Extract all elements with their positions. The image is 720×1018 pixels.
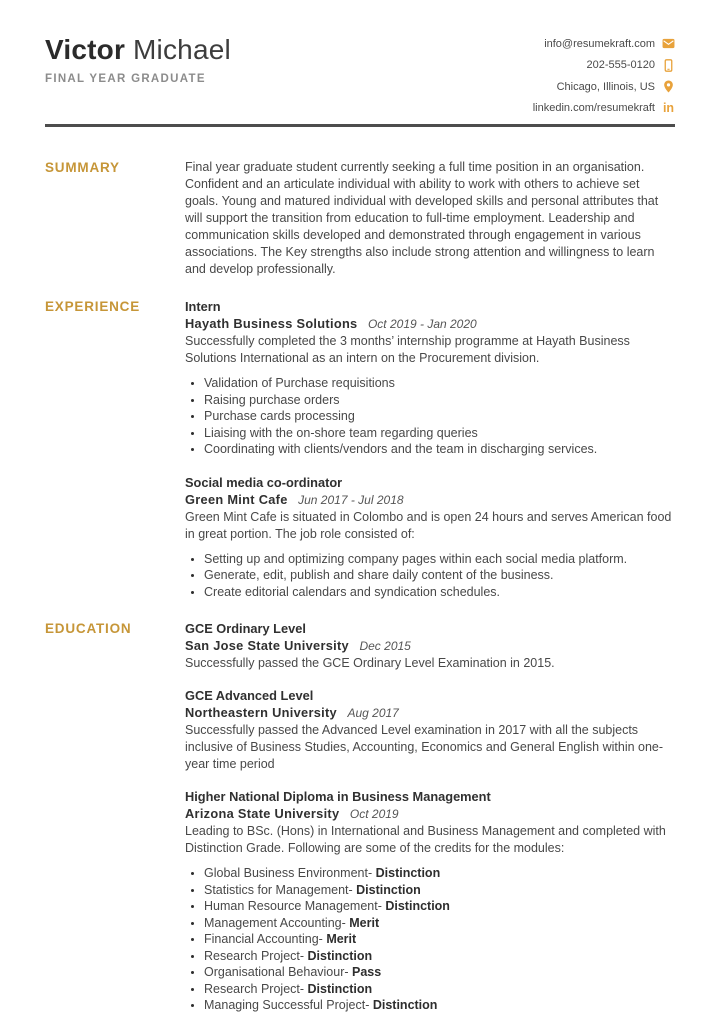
job-dates: Oct 2019 - Jan 2020 (367, 317, 477, 331)
module-name: Research Project- (204, 981, 305, 996)
module-grade: Pass (352, 965, 382, 979)
degree-dates: Dec 2015 (359, 639, 411, 653)
header-divider (45, 124, 675, 127)
module-name: Organisational Behaviour- (204, 965, 349, 979)
degree-description: Leading to BSc. (Hons) in International and Business Management and completed with Distinction Grade. Following are some of the credits for the modules: (185, 824, 666, 855)
experience-heading: EXPERIENCE (45, 299, 141, 314)
module-list (191, 865, 675, 1014)
section-summary (45, 159, 675, 278)
job-dates: Jun 2017 - Jul 2018 (298, 492, 404, 507)
job-bullet-list (191, 551, 675, 601)
degree-description: Successfully passed the Advanced Level examination in 2017 with all the subjects inclusive of Business Studies, Accounting, Economics and General English within one-year time period (185, 723, 664, 771)
module-grade: Distinction (307, 981, 373, 996)
linkedin-text: linkedin.com/resumekraft (532, 102, 655, 115)
bullet-item: • Validation of Purchase requisitions (204, 375, 675, 392)
phone-text: 202-555-0120 (586, 59, 655, 72)
degree-subline (185, 805, 675, 823)
bullet-item: • Setting up and optimizing company pages within each social media platform. (204, 551, 675, 568)
module-grade: Distinction (385, 899, 450, 913)
linkedin-icon: in (662, 100, 675, 115)
education-heading: EDUCATION (45, 621, 132, 636)
degree-entry (185, 687, 675, 773)
bullet-item: • Liaising with the on-shore team regarding queries (204, 425, 675, 442)
job-title: Social media co-ordinator (185, 474, 343, 490)
summary-text: Final year graduate student currently seeking a full time position in an organisation. Confident and an articulate individual with ability to work with others to achieve set goals. Young and matured individual with developed skills and personal attributes that will support the transition from education to full-time employment. Leadership and communication skills developed and demonstrated through engagement in various associations. The Key strengths also include strong attention and willingness to learn and develop professionally. (185, 160, 659, 276)
school-name: Arizona State University (185, 806, 340, 821)
bullet-item: • Raising purchase orders (204, 392, 675, 409)
module-grade: Distinction (375, 866, 441, 880)
phone-icon (662, 59, 675, 72)
degree-description: Successfully passed the GCE Ordinary Level Examination in 2015. (185, 656, 555, 670)
job-title: Intern (185, 299, 221, 314)
last-name: Michael (133, 34, 231, 65)
job-entry (185, 298, 675, 458)
location-text: Chicago, Illinois, US (556, 80, 655, 93)
contact-row-phone (586, 55, 675, 77)
job-subline (185, 315, 675, 333)
module-grade: Merit (326, 932, 357, 946)
company-name: Hayath Business Solutions (185, 316, 358, 331)
module-name: Financial Accounting- (204, 932, 323, 946)
contact-row-location (557, 76, 675, 98)
module-grade: Distinction (356, 882, 421, 897)
module-name: Managing Successful Project- (204, 998, 370, 1012)
identity-block (45, 30, 231, 124)
module-grade: Distinction (372, 998, 438, 1012)
contact-row-linkedin (533, 98, 675, 120)
degree-entry (185, 788, 675, 1014)
header (45, 30, 675, 124)
module-item (204, 931, 675, 948)
job-headline: FINAL YEAR GRADUATE (45, 73, 206, 85)
module-name: Management Accounting- (204, 915, 346, 930)
bullet-item: • Purchase cards processing (204, 408, 675, 425)
module-item (204, 948, 675, 965)
school-name: San Jose State University (185, 638, 349, 653)
module-name: Global Business Environment- (204, 866, 373, 880)
module-name: Human Resource Management- (204, 899, 382, 913)
module-name: Statistics for Management- (204, 882, 353, 897)
mail-icon (662, 37, 675, 50)
company-name: Green Mint Cafe (185, 491, 288, 507)
contact-row-email (544, 33, 675, 55)
section-experience (45, 298, 675, 600)
summary-heading: SUMMARY (45, 160, 120, 175)
job-description: Green Mint Cafe is situated in Colombo and is open 24 hours and serves American food in great portion. The job role consisted of: (185, 509, 672, 541)
job-entry (185, 474, 675, 601)
degree-title: GCE Advanced Level (185, 688, 314, 703)
module-item (204, 882, 675, 899)
degree-subline (185, 704, 675, 722)
module-grade: Merit (349, 915, 380, 930)
bullet-item: • Coordinating with clients/vendors and the team in discharging services. (204, 441, 675, 458)
degree-subline (185, 637, 675, 655)
module-item (204, 915, 675, 932)
degree-dates: Aug 2017 (347, 706, 399, 720)
section-education (45, 620, 675, 1014)
bullet-item: • Generate, edit, publish and share daily content of the business. (204, 567, 675, 584)
first-name: Victor (45, 34, 126, 65)
degree-entry (185, 620, 675, 672)
module-item (204, 898, 675, 915)
contact-list (533, 30, 675, 124)
job-description: Successfully completed the 3 months’ internship programme at Hayath Business Solutions International as an intern on the Procurement division. (185, 334, 630, 365)
bullet-item: • Create editorial calendars and syndication schedules. (204, 584, 675, 601)
module-item (204, 964, 675, 981)
module-item (204, 997, 675, 1014)
module-grade: Distinction (307, 948, 373, 963)
degree-dates: Oct 2019 (349, 807, 399, 821)
degree-title: Higher National Diploma in Business Management (185, 789, 491, 804)
module-item (204, 981, 675, 998)
location-icon (662, 80, 675, 93)
person-name (45, 34, 231, 66)
email-text: info@resumekraft.com (544, 37, 655, 50)
module-name: Research Project- (204, 948, 305, 963)
school-name: Northeastern University (185, 705, 337, 720)
job-subline (185, 491, 675, 509)
job-bullet-list (191, 375, 675, 458)
degree-title: GCE Ordinary Level (185, 621, 306, 636)
module-item (204, 865, 675, 882)
